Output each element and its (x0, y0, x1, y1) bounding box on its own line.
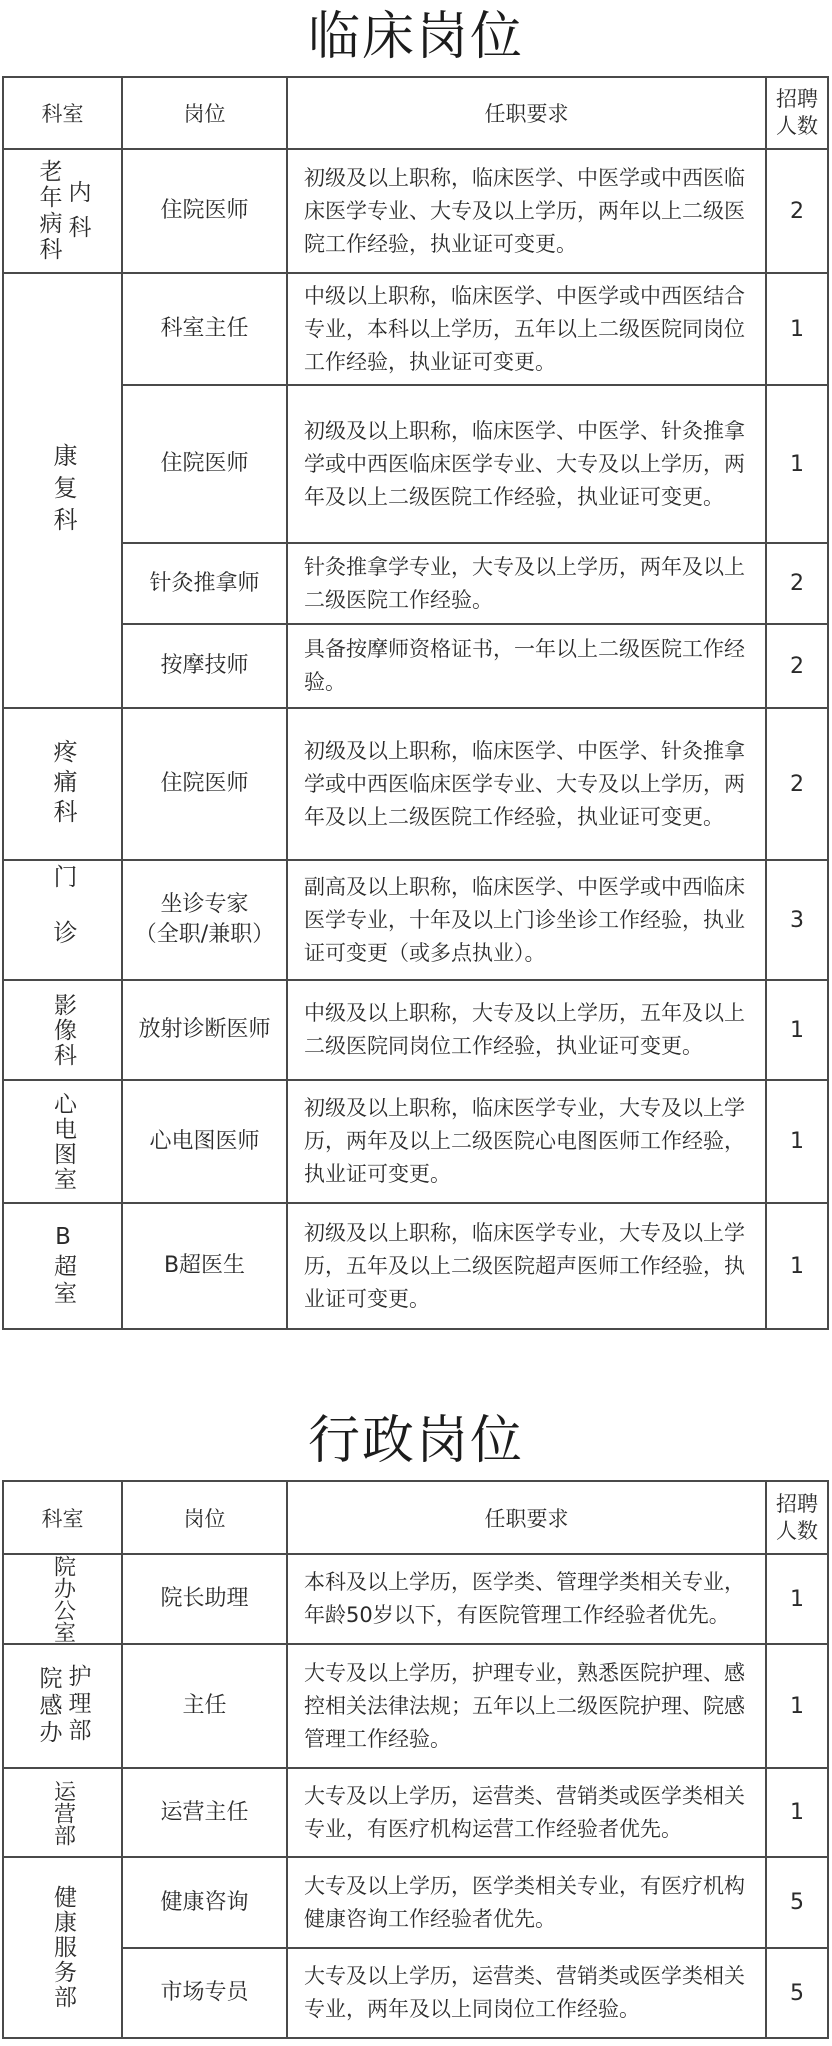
header-requirements: 任职要求 (287, 77, 766, 149)
position-cell: 住院医师 (122, 385, 287, 543)
requirements-cell: 初级及以上职称，临床医学、中医学、针灸推拿学或中西医临床医学专业、大专及以上学历，两年及以上二级医院工作经验，执业证可变更。 (287, 708, 766, 860)
position-cell: 科室主任 (122, 273, 287, 385)
table-row (3, 1857, 828, 1948)
count-cell: 5 (766, 1948, 828, 2038)
requirements-cell: 初级及以上职称，临床医学、中医学或中西医临床医学专业、大专及以上学历，两年以上二级医院工作经验，执业证可变更。 (287, 149, 766, 273)
dept-ops: 运营部 (3, 1768, 122, 1857)
count-cell: 5 (766, 1857, 828, 1948)
count-cell: 1 (766, 385, 828, 543)
table-row (3, 385, 828, 543)
table-row (3, 1768, 828, 1857)
table-row (3, 1644, 828, 1768)
table-row (3, 273, 828, 385)
requirements-cell: 初级及以上职称，临床医学专业，大专及以上学历，五年及以上二级医院超声医师工作经验，执业证可变更。 (287, 1203, 766, 1329)
admin-table (2, 1480, 829, 2039)
dept-office: 院办公室 (3, 1554, 122, 1644)
dept-bultra: B超室 (3, 1203, 122, 1329)
clinical-title: 临床岗位 (307, 7, 524, 67)
requirements-cell: 中级及以上职称，大专及以上学历，五年及以上二级医院同岗位工作经验，执业证可变更。 (287, 980, 766, 1080)
count-cell: 1 (766, 1554, 828, 1644)
table-row (3, 149, 828, 273)
requirements-cell: 初级及以上职称，临床医学、中医学、针灸推拿学或中西医临床医学专业、大专及以上学历，两年及以上二级医院工作经验，执业证可变更。 (287, 385, 766, 543)
table-row (3, 860, 828, 980)
position-cell: 主任 (122, 1644, 287, 1768)
position-cell: 运营主任 (122, 1768, 287, 1857)
count-cell: 1 (766, 1203, 828, 1329)
table-row (3, 624, 828, 708)
requirements-cell: 本科及以上学历，医学类、管理学类相关专业，年龄50岁以下，有医院管理工作经验者优先。 (287, 1554, 766, 1644)
position-cell: 坐诊专家 （全职/兼职） (122, 860, 287, 980)
clinical-table (2, 76, 829, 1330)
count-cell: 2 (766, 149, 828, 273)
count-cell: 2 (766, 708, 828, 860)
dept-geriatric (3, 149, 122, 273)
count-cell: 1 (766, 1644, 828, 1768)
table-row (3, 1948, 828, 2038)
position-cell: 住院医师 (122, 708, 287, 860)
dept-rehab: 康复科 (3, 273, 122, 708)
requirements-cell: 大专及以上学历，护理专业，熟悉医院护理、感控相关法律法规；五年以上二级医院护理、院感管理工作经验。 (287, 1644, 766, 1768)
requirements-cell: 初级及以上职称，临床医学专业，大专及以上学历，两年及以上二级医院心电图医师工作经验，执业证可变更。 (287, 1080, 766, 1203)
count-cell: 2 (766, 543, 828, 624)
position-cell: 放射诊断医师 (122, 980, 287, 1080)
dept-nursing-col2: 护理部 (64, 1663, 91, 1745)
count-cell: 3 (766, 860, 828, 980)
position-cell: 心电图医师 (122, 1080, 287, 1203)
requirements-cell: 大专及以上学历，医学类相关专业，有医疗机构健康咨询工作经验者优先。 (287, 1857, 766, 1948)
dept-imaging: 影像科 (3, 980, 122, 1080)
requirements-cell: 针灸推拿学专业，大专及以上学历，两年及以上二级医院工作经验。 (287, 543, 766, 624)
header-position: 岗位 (122, 1481, 287, 1554)
dept-nursing (3, 1644, 122, 1768)
count-cell: 1 (766, 980, 828, 1080)
header-requirements: 任职要求 (287, 1481, 766, 1554)
count-cell: 1 (766, 1768, 828, 1857)
table-row (3, 980, 828, 1080)
position-cell: 按摩技师 (122, 624, 287, 708)
header-dept: 科室 (3, 1481, 122, 1554)
header-count: 招聘 人数 (766, 1481, 828, 1554)
requirements-cell: 中级以上职称，临床医学、中医学或中西医结合专业，本科以上学历，五年以上二级医院同岗位工作经验，执业证可变更。 (287, 273, 766, 385)
table-row (3, 1080, 828, 1203)
position-cell: B超医生 (122, 1203, 287, 1329)
header-dept: 科室 (3, 77, 122, 149)
position-cell: 健康咨询 (122, 1857, 287, 1948)
table-row (3, 1554, 828, 1644)
position-cell: 院长助理 (122, 1554, 287, 1644)
position-cell: 住院医师 (122, 149, 287, 273)
position-cell: 针灸推拿师 (122, 543, 287, 624)
dept-geriatric-col2: 内科 (64, 180, 91, 250)
table-row (3, 543, 828, 624)
count-cell: 1 (766, 1080, 828, 1203)
table-row (3, 708, 828, 860)
admin-title: 行政岗位 (307, 1411, 524, 1471)
header-position: 岗位 (122, 77, 287, 149)
count-cell: 1 (766, 273, 828, 385)
table-header-row (3, 1481, 828, 1554)
dept-ecg: 心电图室 (3, 1080, 122, 1203)
requirements-cell: 大专及以上学历，运营类、营销类或医学类相关专业，有医疗机构运营工作经验者优先。 (287, 1768, 766, 1857)
count-cell: 2 (766, 624, 828, 708)
requirements-cell: 大专及以上学历，运营类、营销类或医学类相关专业，两年及以上同岗位工作经验。 (287, 1948, 766, 2038)
position-cell: 市场专员 (122, 1948, 287, 2038)
dept-pain: 疼痛科 (3, 708, 122, 860)
header-count: 招聘 人数 (766, 77, 828, 149)
requirements-cell: 副高及以上职称，临床医学、中医学或中西临床医学专业，十年及以上门诊坐诊工作经验，执业证可变更（或多点执业）。 (287, 860, 766, 980)
table-row (3, 1203, 828, 1329)
dept-outpatient: 门诊 (3, 860, 122, 980)
dept-nursing-col1: 院感办 (35, 1665, 62, 1747)
dept-geriatric-col1: 老年病科 (35, 159, 62, 263)
requirements-cell: 具备按摩师资格证书，一年以上二级医院工作经验。 (287, 624, 766, 708)
table-header-row (3, 77, 828, 149)
dept-health: 健康服务部 (3, 1857, 122, 2038)
